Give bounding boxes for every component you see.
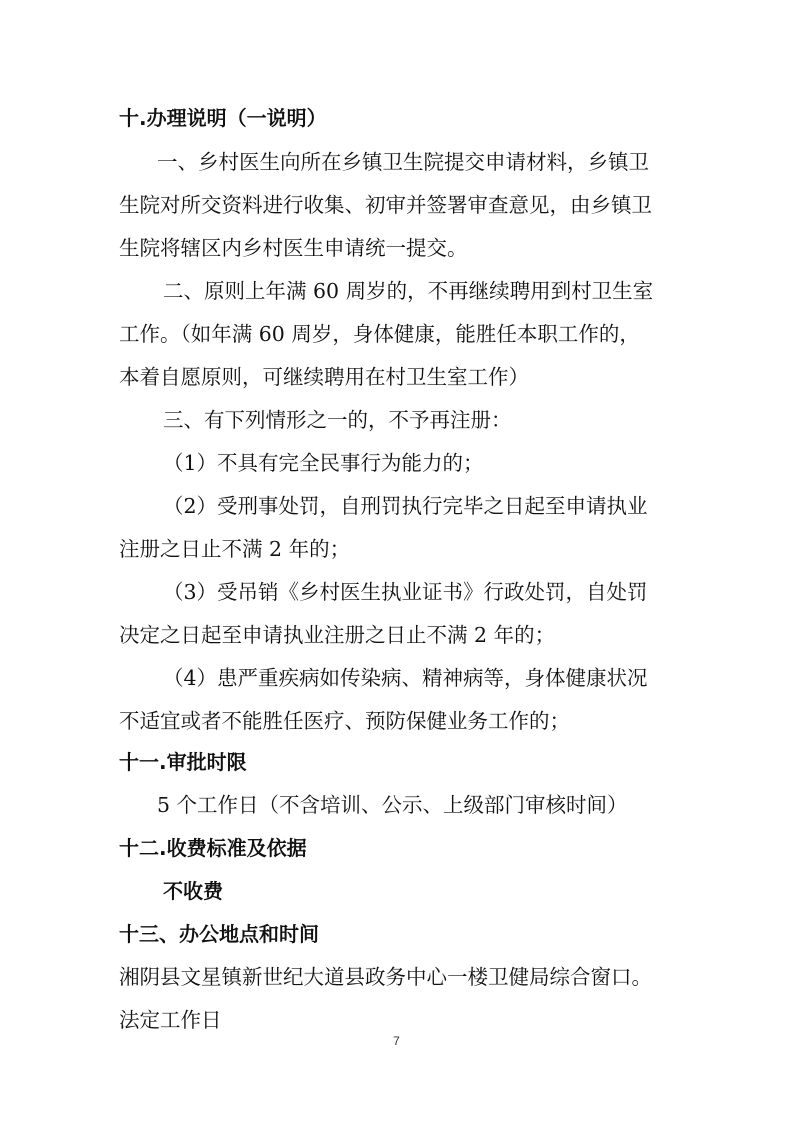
section-10-line: 一、乡村医生向所在乡镇卫生院提交申请材料，乡镇卫 xyxy=(157,150,649,174)
section-13-line: 法定工作日 xyxy=(119,1008,222,1032)
section-10-line: 决定之日起至申请执业注册之日止不满 2 年的； xyxy=(119,623,556,647)
section-10-heading: 十.办理说明（一说明） xyxy=(119,106,327,130)
section-11-text: 5 个工作日（不含培训、公示、上级部门审核时间） xyxy=(157,793,628,817)
section-10-line: 生院将辖区内乡村医生申请统一提交。 xyxy=(119,236,468,260)
section-10-line: （1）不具有完全民事行为能力的； xyxy=(163,451,484,475)
section-10-line: （3）受吊销《乡村医生执业证书》行政处罚，自处罚 xyxy=(163,580,648,604)
section-10-line: 不适宜或者不能胜任医疗、预防保健业务工作的； xyxy=(119,709,570,733)
section-10-line: （4）患严重疾病如传染病、精神病等，身体健康状况 xyxy=(163,666,648,690)
section-13-line: 湘阴县文星镇新世纪大道县政务中心一楼卫健局综合窗口。 xyxy=(119,965,652,989)
section-12-text: 不收费 xyxy=(163,879,223,903)
section-10-line: 三、有下列情形之一的，不予再注册： xyxy=(163,408,512,432)
page-number: 7 xyxy=(393,1034,400,1048)
section-11-heading: 十一.审批时限 xyxy=(119,750,247,774)
section-10-line: 二、原则上年满 60 周岁的，不再继续聘用到村卫生室 xyxy=(163,279,654,303)
section-13-heading: 十三、办公地点和时间 xyxy=(119,922,319,946)
section-12-heading: 十二.收费标准及依据 xyxy=(119,836,307,860)
section-10-line: 注册之日止不满 2 年的； xyxy=(119,537,351,561)
section-10-line: 工作。（如年满 60 周岁，身体健康，能胜任本职工作的， xyxy=(119,322,640,346)
section-10-line: 本着自愿原则，可继续聘用在村卫生室工作） xyxy=(119,365,529,389)
section-10-line: （2）受刑事处罚，自刑罚执行完毕之日起至申请执业 xyxy=(163,494,648,518)
section-10-line: 生院对所交资料进行收集、初审并签署审查意见，由乡镇卫 xyxy=(119,193,652,217)
